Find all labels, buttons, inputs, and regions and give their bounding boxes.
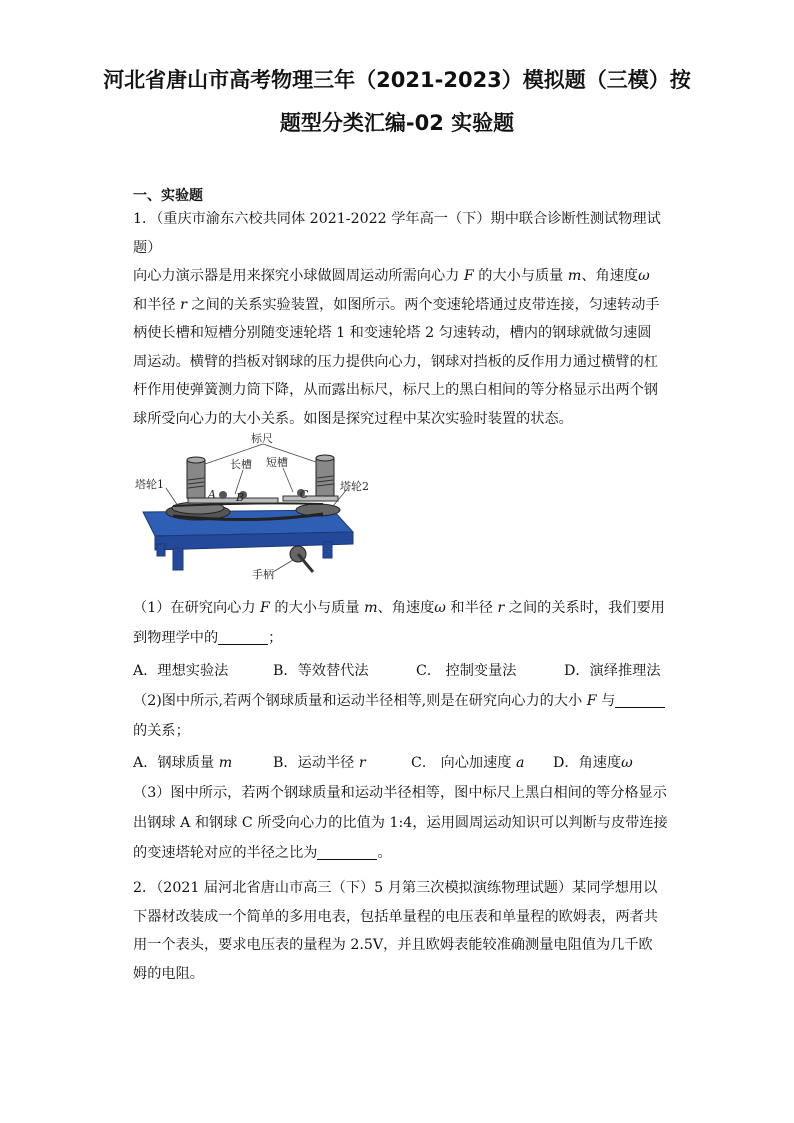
question-1-stem xyxy=(133,205,665,433)
sub-text: ，运用圆周运动知识可以判断与皮带连接的变速塔轮对应的半径之比为 xyxy=(133,815,668,861)
label-long-slot: 长槽 xyxy=(230,458,252,471)
option-a[interactable]: A．理想实验法 xyxy=(133,663,229,679)
option-b[interactable] xyxy=(273,752,366,772)
centripetal-force-apparatus-figure xyxy=(133,432,369,584)
option-c-label: C． 向心加速度 xyxy=(411,755,517,771)
label-ball-B: B xyxy=(236,491,245,504)
stem-text: 之间的关系实验装置，如图所示。两个变速轮塔通过皮带连接，匀速转动手柄使长槽和短槽分别随变速轮塔 1 和变速轮塔 2 匀速转动，槽内的钢球就做匀速圆周运动。横臂的挡板对钢球的压力提供向心力，钢球对挡板的反作用力通过横臂的杠杆作用使弹簧测力筒下降，从而露出标尺，标尺上的黑白相间的等分格显示出两个钢球所受向心力的大小关系。如图是探究过程中某次实验时装置的状态。 xyxy=(133,296,660,427)
label-short-slot: 短槽 xyxy=(266,456,288,469)
option-d-label: D．角速度 xyxy=(553,755,622,771)
option-c[interactable]: C． 控制变量法 xyxy=(416,663,517,679)
question-1-source: 1．（重庆市渝东六校共同体 2021-2022 学年高一（下）期中联合诊断性测试物理试题） xyxy=(133,211,661,256)
stem-text: 和半径 xyxy=(133,296,181,313)
section-heading: 一、实验题 xyxy=(133,188,203,204)
sub-question-2 xyxy=(133,686,673,746)
stem-text: 向心力演示器是用来探究小球做圆周运动所需向心力 xyxy=(133,268,464,284)
label-ball-A: A xyxy=(208,488,216,501)
sub-text: 的大小与质量 xyxy=(269,600,365,616)
sub-text: 之间的关系时，我们要用到物理学中的 xyxy=(133,600,665,646)
answer-blank[interactable] xyxy=(615,691,665,708)
sub-text: （3）图中所示，若两个钢球质量和运动半径相等，图中标尺上黑白相间的等分格显示出钢球 A 和钢球 C 所受向心力的比值为 xyxy=(133,785,667,831)
option-d[interactable]: D．演绎推理法 xyxy=(564,663,661,679)
var-F: F xyxy=(586,693,597,709)
sub1-options xyxy=(133,660,673,684)
option-b[interactable]: B．等效替代法 xyxy=(273,663,369,679)
answer-blank[interactable] xyxy=(218,628,268,645)
sub-question-1 xyxy=(133,593,673,653)
page-title-line1: 河北省唐山市高考物理三年（2021-2023）模拟题（三模）按 xyxy=(103,68,691,92)
sub-text: （1）在研究向心力 xyxy=(133,600,261,616)
var-r: r xyxy=(497,600,505,616)
sub2-options xyxy=(133,752,673,776)
page-title-line2: 题型分类汇编-02 实验题 xyxy=(279,111,515,135)
var-r: r xyxy=(358,755,366,771)
question-2-stem: 2．（2021 届河北省唐山市高三（下）5 月第三次模拟演练物理试题）某同学想用以下器材改装成一个简单的多用电表，包括单量程的电压表和单量程的欧姆表，两者共用一个表头，要求电压表的量程为 2.5V，并且欧姆表能较准确测量电阻值为几千欧姆的电阻。 xyxy=(133,880,658,982)
label-handle: 手柄 xyxy=(252,568,274,581)
var-F: F xyxy=(260,600,270,616)
sub-text: 和半径 xyxy=(445,600,498,616)
option-b-label: B．运动半径 xyxy=(273,755,359,771)
stem-text: 、角速度 xyxy=(581,268,639,284)
label-ruler: 标尺 xyxy=(251,432,273,445)
var-omega: ω xyxy=(621,755,633,771)
sub-text: 与 xyxy=(596,693,616,709)
var-omega: ω xyxy=(434,600,446,616)
sub-text: 。 xyxy=(377,845,392,861)
option-c[interactable] xyxy=(411,752,524,772)
label-tower2: 塔轮2 xyxy=(340,480,369,493)
sub-text: （2)图中所示,若两个钢球质量和运动半径相等,则是在研究向心力的大小 xyxy=(133,693,587,709)
var-m: m xyxy=(364,600,378,616)
stem-text: 的大小与质量 xyxy=(473,268,568,284)
option-a-label: A．钢球质量 xyxy=(133,755,219,771)
var-m: m xyxy=(218,755,233,771)
sub-text: ； xyxy=(268,630,283,646)
sub-text: 的关系； xyxy=(133,723,190,739)
var-m: m xyxy=(567,268,582,284)
label-tower1: 塔轮1 xyxy=(135,478,164,491)
var-omega: ω xyxy=(638,268,650,284)
var-a: a xyxy=(516,755,525,771)
option-d[interactable] xyxy=(553,752,633,772)
sub-question-3 xyxy=(133,778,673,868)
sub-text: 、角速度 xyxy=(377,600,435,616)
option-a[interactable] xyxy=(133,752,232,772)
var-r: r xyxy=(180,296,187,313)
force-ratio: 1:4 xyxy=(389,815,413,831)
label-ball-C: C xyxy=(300,488,309,501)
var-F: F xyxy=(463,268,474,284)
answer-blank[interactable] xyxy=(317,843,377,860)
